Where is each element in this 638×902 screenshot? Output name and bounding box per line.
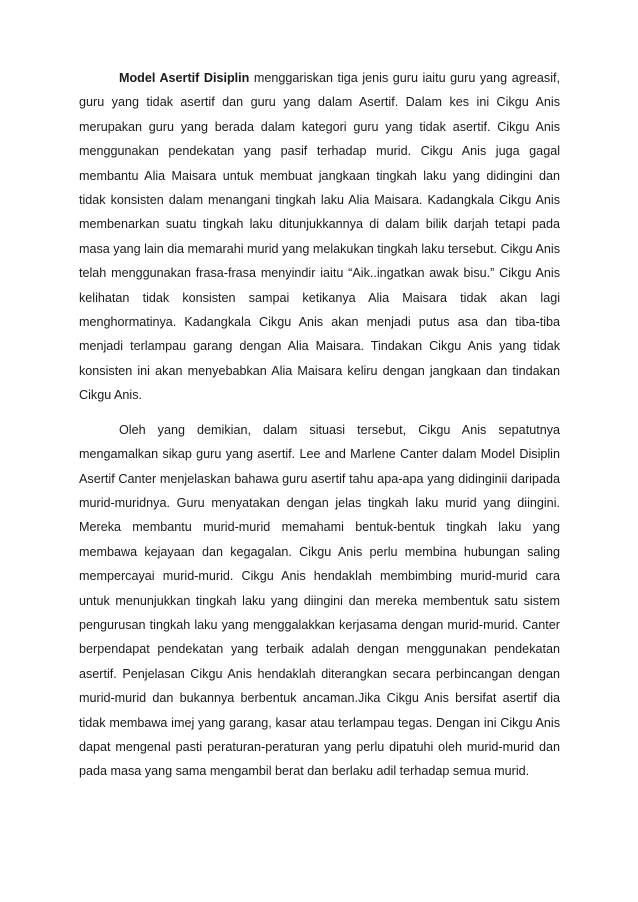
paragraph-1-text: menggariskan tiga jenis guru iaitu guru yang agreasif, guru yang tidak asertif dan guru yang dalam Asertif. Dalam kes ini Cikgu Anis merupakan guru yang berada dalam kategori guru yang tidak asertif. Cikgu Anis menggunakan pendekatan yang pasif terhadap murid. Cikgu Anis juga gagal membantu Alia Maisara untuk membuat jangkaan tingkah laku yang didingini dan tidak konsisten dalam menangani tingkah laku Alia Maisara. Kadangkala Cikgu Anis membenarkan suatu tingkah laku ditunjukkannya di dalam bilik darjah tetapi pada masa yang lain dia memarahi murid yang melakukan tingkah laku tersebut. Cikgu Anis telah menggunakan frasa-frasa menyindir iaitu “Aik..ingatkan awak bisu.” Cikgu Anis kelihatan tidak konsisten sampai ketikanya Alia Maisara tidak akan lagi menghormatinya. Kadangkala Cikgu Anis akan menjadi putus asa dan tiba-tiba menjadi terlampau garang dengan Alia Maisara. Tindakan Cikgu Anis yang tidak konsisten ini akan menyebabkan Alia Maisara keliru dengan jangkaan dan tindakan Cikgu Anis.	[79, 71, 560, 403]
paragraph-2-text: Oleh yang demikian, dalam situasi tersebut, Cikgu Anis sepatutnya mengamalkan sikap guru yang asertif. Lee and Marlene Canter dalam Model Disiplin Asertif Canter menjelaskan bahawa guru asertif tahu apa-apa yang didinginii daripada murid-muridnya. Guru menyatakan dengan jelas tingkah laku murid yang diingini. Mereka membantu murid-murid memahami bentuk-bentuk tingkah laku yang membawa kejayaan dan kegagalan. Cikgu Anis perlu membina hubungan saling mempercayai murid-murid. Cikgu Anis hendaklah membimbing murid-murid cara untuk menunjukkan tingkah laku yang diingini dan mereka membentuk satu sistem pengurusan tingkah laku yang menggalakkan kerjasama dengan murid-murid. Canter berpendapat pendekatan yang terbaik adalah dengan menggunakan pendekatan asertif. Penjelasan Cikgu Anis hendaklah diterangkan secara perbincangan dengan murid-murid dan bukannya berbentuk ancaman.Jika Cikgu Anis bersifat asertif dia tidak membawa imej yang garang, kasar atau terlampau tegas. Dengan ini Cikgu Anis dapat mengenal pasti peraturan-peraturan yang perlu dipatuhi oleh murid-murid dan pada masa yang sama mengambil berat dan berlaku adil terhadap semua murid.	[79, 422, 560, 779]
paragraph-1	[79, 66, 560, 408]
paragraph-2	[79, 418, 560, 784]
document-body	[79, 66, 560, 784]
model-title-bold: Model Asertif Disiplin	[119, 71, 250, 85]
